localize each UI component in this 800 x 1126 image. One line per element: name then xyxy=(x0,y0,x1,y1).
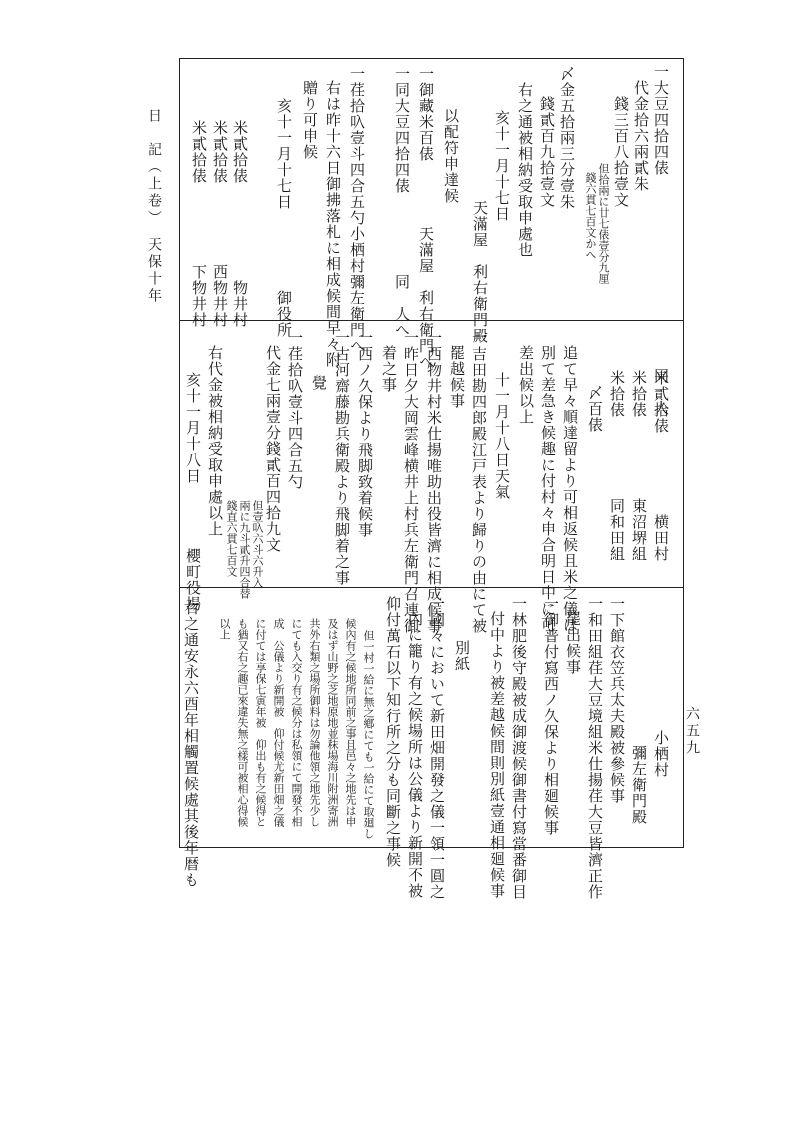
text-column: 天滿屋 利右衛門殿 xyxy=(471,200,489,344)
text-column: 以配符申達候 xyxy=(442,108,460,204)
page-number: 六五九 xyxy=(684,706,700,757)
text-column: 付中より被差越候間則別紙壹通相廻候事 xyxy=(488,611,506,899)
text-column: 內に籠り有之候場所は公儀より新開不被 xyxy=(406,611,424,899)
text-column: 一吉田勘四郎殿江戸表より歸りの由にて被 xyxy=(470,330,488,634)
text-column: 十一月十八日天氣 xyxy=(493,372,511,500)
text-column: 錢直六貫七百文 xyxy=(225,500,238,577)
text-column: 成 公儀より新開被 仰付候尤新田畑之儀 xyxy=(272,618,285,827)
text-column: 一昨日夕大岡雲峰横井上村兵左衛門召連御 xyxy=(402,330,420,634)
text-column: 一御普付寫西ノ久保より相廻候事 xyxy=(542,596,560,836)
text-column: 〆百俵 xyxy=(586,385,604,433)
text-column: 代金拾六兩貳朱 xyxy=(632,80,650,192)
text-column: 右は昨十六日御拂落札に相成候間早々附 xyxy=(324,80,342,368)
text-column: 着之事 xyxy=(380,345,398,393)
text-column: 亥十一月十七日 御役所 xyxy=(275,98,293,338)
text-column: 一國々において新田畑開發之儀一領一圓之 xyxy=(428,596,446,900)
text-column: 贈り可申候 xyxy=(301,80,319,160)
text-column: 米貳拾俵 下物井村 xyxy=(190,120,208,328)
text-column: も猶又右之趣已來違失無之樣可被相心得候 xyxy=(236,618,249,827)
text-column: 米貳拾俵 物井村 xyxy=(231,120,249,328)
text-column: 右之通安永六酉年相觸置候處其後年暦も xyxy=(182,600,200,888)
text-column: 共外右類之場所御料は勿論他領之地先少し xyxy=(308,618,321,827)
text-column: 一林肥後守殿被成御渡候御書付寫當番御目 xyxy=(510,596,528,900)
text-column: 彌左衛門殿 xyxy=(630,745,648,825)
text-column: に付ては享保七寅年被 仰出も有之候得と xyxy=(254,618,267,827)
text-column: にても入交り有之候分は私領にて開發不相 xyxy=(290,618,303,827)
text-column: 覺 xyxy=(310,375,328,391)
text-column: 但拾兩に廿七俵壹分九厘 xyxy=(597,163,610,284)
text-column: 小栖村 xyxy=(652,730,670,778)
text-column: 以上 xyxy=(218,618,231,640)
text-column: 但壹叺六斗六升入 xyxy=(251,500,264,588)
text-column: 米貳拾俵 横田村 xyxy=(652,370,670,562)
text-column: 一古河齋藤勘兵衛殿より飛脚着之事 xyxy=(333,330,351,586)
text-column: 仰付萬石以下知行所之分も同斷之事候 xyxy=(384,596,402,868)
text-column: 米拾俵 同和田組 xyxy=(608,370,626,562)
text-column: 錢三百八拾壹文 xyxy=(612,96,630,208)
text-column: 差出候以上 xyxy=(517,345,535,425)
text-column: 候內有之候地所同前之事且邑々之地先は申 xyxy=(344,618,357,827)
text-column: 罷出候事 xyxy=(564,611,582,675)
text-column: 代金七兩壹分錢貳百四拾九文 xyxy=(264,345,282,553)
text-column: 一同大豆四拾四俵 同 人へ xyxy=(393,66,411,338)
text-column: 別て差急き候趣に付村々申合明日中に可 xyxy=(539,345,557,633)
text-column: 一下館衣笠兵太夫殿被參候事 xyxy=(608,596,626,804)
text-column: 錢六貫七百文かへ xyxy=(584,172,597,260)
running-header: 日 記（上卷） 天保十年 xyxy=(146,108,162,305)
text-column: 右之通被相納受取申處也 xyxy=(516,82,534,258)
text-column: 亥十一月十七日 xyxy=(493,110,511,222)
text-column: 右代金被相納受取申處以上 xyxy=(206,345,224,537)
text-column: 但一村一給に無之鄕にても一給にて取廻し xyxy=(362,630,375,839)
text-column: 一西物井村米仕揚唯助出役皆濟に相成候事 xyxy=(425,330,443,634)
text-column: 別紙 xyxy=(453,640,471,672)
text-column: 一西ノ久保より飛脚致着候事 xyxy=(356,330,374,538)
text-column: 錢貳百九拾壹文 xyxy=(538,96,556,208)
text-column: 罷越候事 xyxy=(448,345,466,409)
text-column: 一和田組荏大豆境組米仕揚荏大豆皆濟正作 xyxy=(586,596,604,900)
text-column: 一御藏米百俵 天滿屋 利右衛門へ xyxy=(417,66,435,370)
text-column: 〆金五拾兩三分壹朱 xyxy=(558,66,576,210)
text-column: 一大豆四拾四俵 同 人 xyxy=(652,64,670,416)
text-column: 一荏拾叺壹斗四合五勺 xyxy=(286,330,304,490)
text-column: 米貳拾俵 西物井村 xyxy=(211,120,229,328)
text-column: 米拾俵 東沼堺組 xyxy=(630,370,648,562)
text-column: 兩に九斗貳升四合替 xyxy=(238,500,251,599)
text-column: 一荏拾叺壹斗四合五勺小栖村彌左衛門へ xyxy=(348,66,366,354)
text-column: 追て早々順達留より可相返候且米之儀は xyxy=(561,345,579,633)
text-column: 亥十一月十八日 櫻町役場 xyxy=(184,372,202,612)
text-column: 及はず山野之芝地原地並秣場海川附洲寄洲 xyxy=(326,618,339,827)
